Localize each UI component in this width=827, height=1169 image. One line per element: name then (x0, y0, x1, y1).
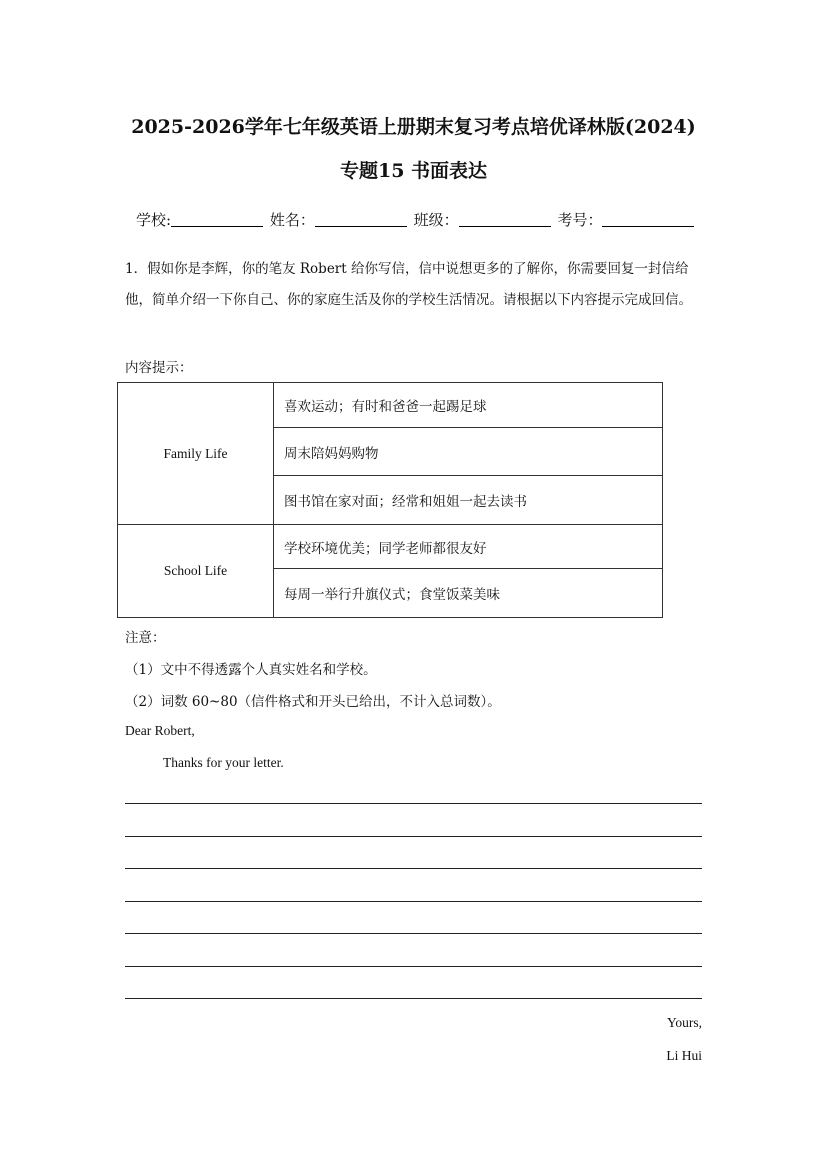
school-item: 每周一举行升旗仪式；食堂饭菜美味 (274, 569, 663, 618)
letter-signature: Li Hui (666, 1048, 702, 1063)
student-info-row (136, 209, 696, 230)
writing-line[interactable] (125, 836, 702, 837)
name-label: 姓名： (269, 211, 315, 229)
note-2: （2）词数 60~80（信件格式和开头已给出，不计入总词数）。 (125, 694, 501, 710)
letter-opening: Thanks for your letter. (163, 755, 284, 770)
school-label: 学校: (136, 211, 172, 229)
table-row (118, 383, 663, 428)
hint-table (117, 382, 663, 618)
exam-no-label: 考号： (557, 211, 603, 229)
name-blank[interactable] (315, 210, 407, 227)
letter-closing: Yours, (666, 1015, 702, 1030)
class-label: 班级： (413, 211, 459, 229)
class-blank[interactable] (459, 210, 551, 227)
notes-label: 注意： (125, 630, 166, 646)
school-life-label: School Life (118, 525, 274, 618)
school-item: 学校环境优美；同学老师都很友好 (274, 525, 663, 569)
family-item: 喜欢运动；有时和爸爸一起踢足球 (274, 383, 663, 428)
note-1: （1）文中不得透露个人真实姓名和学校。 (125, 662, 377, 678)
document-title: 2025-2026学年七年级英语上册期末复习考点培优译林版(2024) (131, 116, 696, 138)
writing-line[interactable] (125, 901, 702, 902)
question-text: 1．假如你是李辉，你的笔友 Robert 给你写信，信中说想更多的了解你，你需要回复一封信给他，简单介绍一下你自己、你的家庭生活及你的学校生活情况。请根据以下内容提示完成回信。 (125, 261, 692, 308)
writing-line[interactable] (125, 998, 702, 999)
hint-label: 内容提示： (125, 360, 193, 376)
writing-line[interactable] (125, 803, 702, 804)
family-item: 周末陪妈妈购物 (274, 428, 663, 476)
document-subtitle: 专题15 书面表达 (339, 160, 488, 182)
family-item: 图书馆在家对面；经常和姐姐一起去读书 (274, 476, 663, 525)
table-row (118, 525, 663, 569)
exam-no-blank[interactable] (602, 210, 694, 227)
writing-line[interactable] (125, 966, 702, 967)
family-life-label: Family Life (118, 383, 274, 525)
writing-line[interactable] (125, 933, 702, 934)
writing-line[interactable] (125, 868, 702, 869)
letter-greeting: Dear Robert, (125, 723, 195, 738)
school-blank[interactable] (171, 210, 263, 227)
